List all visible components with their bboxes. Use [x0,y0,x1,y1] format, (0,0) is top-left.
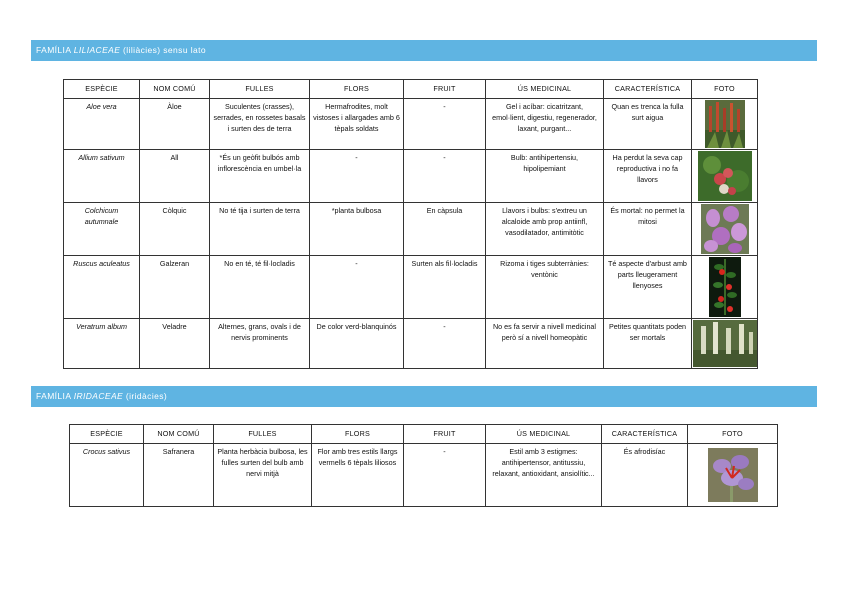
table-row [64,256,758,319]
cell-medicinal: Estil amb 3 estigmes: antihipertensor, antitussiu, relaxant, antioxidant, ansiolític... [486,444,602,507]
allium-sativum-photo [698,151,752,201]
cell-feature: És afrodisíac [602,444,688,507]
banner-family: IRIDACEAE [73,391,124,401]
cell-feature: Té aspecte d'arbust amb parts lleugerament llenyoses [604,256,692,319]
cell-species: Veratrum album [64,319,140,369]
table-row [64,99,758,150]
header-feature: CARACTERÍSTICA [602,425,688,444]
banner-suffix: (iridàcies) [123,391,168,401]
header-medicinal: ÚS MEDICINAL [486,425,602,444]
cell-species: Crocus sativus [70,444,144,507]
table-row [64,319,758,369]
header-common-name: NOM COMÚ [144,425,214,444]
header-flowers: FLORS [312,425,404,444]
cell-fruit: - [404,99,486,150]
colchicum-photo [701,204,749,254]
header-feature: CARACTERÍSTICA [604,80,692,99]
cell-leaves: No té tija i surten de terra [210,203,310,256]
cell-photo [688,444,778,507]
cell-feature: Petites quantitats poden ser mortals [604,319,692,369]
cell-photo [692,99,758,150]
family-banner-iridaceae [31,386,817,407]
cell-species: Allium sativum [64,150,140,203]
header-fruit: FRUIT [404,425,486,444]
cell-fruit: - [404,150,486,203]
cell-leaves: *És un geòfit bulbós amb inflorescència en umbel·la [210,150,310,203]
cell-leaves: Planta herbàcia bulbosa, les fulles surten del bulb amb nervi mitjà [214,444,312,507]
cell-common-name: Galzeran [140,256,210,319]
cell-medicinal: Llavors i bulbs: s'extreu un alcaloide amb prop antiinfl, vasodilatador, antimitòtic [486,203,604,256]
cell-fruit: Surten als fil·locladis [404,256,486,319]
cell-feature: Quan es trenca la fulla surt aigua [604,99,692,150]
cell-flowers: De color verd-blanquinós [310,319,404,369]
banner-suffix: (liliàcies) sensu lato [120,45,207,55]
cell-medicinal: Bulb: antihipertensiu, hipolipemiant [486,150,604,203]
veratrum-photo [693,320,757,367]
table-header-row [70,425,778,444]
cell-fruit: - [404,444,486,507]
cell-leaves: Suculentes (crasses), serrades, en rossetes basals i surten des de terra [210,99,310,150]
header-species: ESPÈCIE [64,80,140,99]
cell-photo [692,256,758,319]
cell-fruit: En càpsula [404,203,486,256]
cell-common-name: Veladre [140,319,210,369]
table-header-row [64,80,758,99]
header-leaves: FULLES [214,425,312,444]
cell-flowers: Flor amb tres estils llargs vermells 6 tèpals liliosos [312,444,404,507]
cell-common-name: All [140,150,210,203]
cell-fruit: - [404,319,486,369]
header-common-name: NOM COMÚ [140,80,210,99]
cell-feature: Ha perdut la seva cap reproductiva i no fa llavors [604,150,692,203]
header-leaves: FULLES [210,80,310,99]
cell-feature: És mortal: no permet la mitosi [604,203,692,256]
cell-flowers: - [310,256,404,319]
cell-flowers: *planta bulbosa [310,203,404,256]
cell-common-name: Còlquic [140,203,210,256]
iridaceae-table [69,424,778,507]
banner-prefix: FAMÍLIA [36,391,74,401]
header-photo: FOTO [692,80,758,99]
cell-species: Ruscus aculeatus [64,256,140,319]
ruscus-photo [709,257,741,317]
banner-family: LILIACEAE [73,45,121,55]
liliaceae-table [63,79,758,369]
cell-leaves: Alternes, grans, ovals i de nervis prominents [210,319,310,369]
cell-medicinal: No es fa servir a nivell medicinal però sí a nivell homeopàtic [486,319,604,369]
cell-flowers: Hermafrodites, molt vistoses i allargades amb 6 tèpals soldats [310,99,404,150]
family-banner-liliaceae [31,40,817,61]
header-medicinal: ÚS MEDICINAL [486,80,604,99]
cell-common-name: Safranera [144,444,214,507]
header-flowers: FLORS [310,80,404,99]
cell-medicinal: Gel i acíbar: cicatritzant, emol·lient, digestiu, regenerador, laxant, purgant... [486,99,604,150]
cell-medicinal: Rizoma i tiges subterrànies: ventònic [486,256,604,319]
header-fruit: FRUIT [404,80,486,99]
aloe-vera-photo [705,100,745,148]
header-species: ESPÈCIE [70,425,144,444]
banner-prefix: FAMÍLIA [36,45,74,55]
cell-species: Colchicum autumnale [64,203,140,256]
cell-flowers: - [310,150,404,203]
table-row [64,203,758,256]
crocus-photo [708,448,758,502]
cell-common-name: Àloe [140,99,210,150]
cell-photo [692,150,758,203]
cell-photo [692,319,758,369]
table-row [70,444,778,507]
cell-leaves: No en té, té fil·locladis [210,256,310,319]
header-photo: FOTO [688,425,778,444]
table-row [64,150,758,203]
cell-photo [692,203,758,256]
cell-species: Aloe vera [64,99,140,150]
